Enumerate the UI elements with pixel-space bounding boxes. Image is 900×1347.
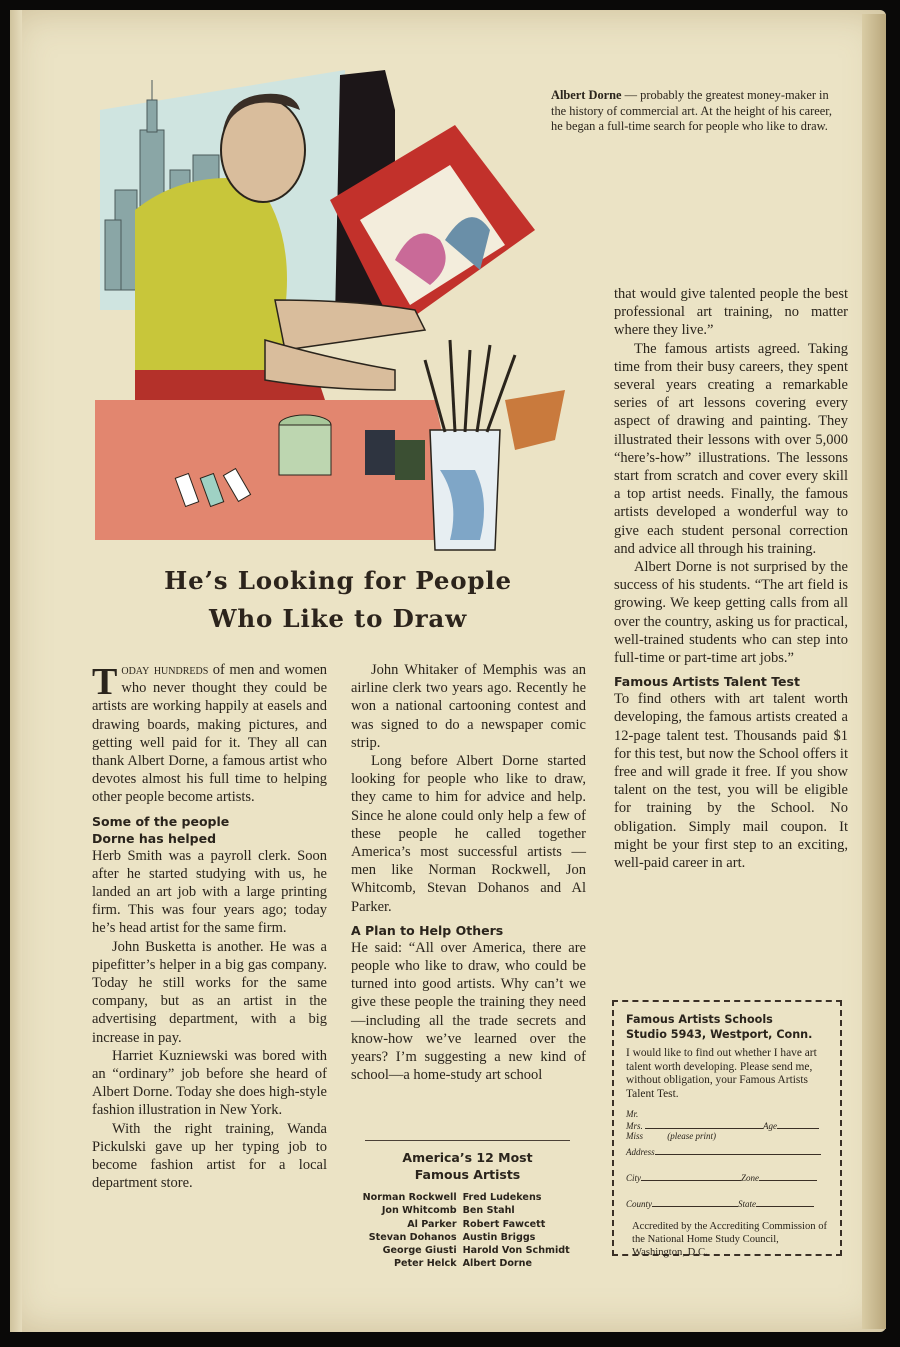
headline-line2: Who Like to Draw bbox=[209, 604, 467, 633]
col3-paragraph-2: The famous artists agreed. Taking time from their busy careers, they spent several years creating a remarkable series of art lessons covering every aspect of drawing and painting. They illustrated their lessons with over 5,000 “here’s-how” illustrations. The lessons start from scratch and cover every skill a top artist needs. Finally, the famous artists developed a wonderful way to give each student personal correction and advice all through his training. bbox=[614, 340, 848, 557]
headline-line1: He’s Looking for People bbox=[164, 566, 512, 595]
col2-paragraph-3: He said: “All over America, there are people who like to draw, who could be turned into good artists. Why can’t we give these people the training they need—including all the trade secrets and know-how we’ve learned over the years? I’m suggesting a new kind of school—a home-study art school bbox=[351, 939, 586, 1084]
artist-name: Austin Briggs bbox=[462, 1231, 536, 1243]
caption-text: — probably the greatest money-maker in the history of commercial art. At the height of his career, he began a full-time search for people who like to draw. bbox=[551, 88, 832, 133]
field-label-county: County bbox=[626, 1199, 652, 1210]
col1-paragraph-1: of men and women who never thought they could be artists are working happily at easels and drawing boards, making pictures, and getting well paid for it. They all can thank Albert Dorne, a famous artist who devotes almost his full time to helping other people become artists. bbox=[92, 662, 327, 806]
famous-artists-heading bbox=[340, 1149, 595, 1183]
artist-illustration bbox=[95, 70, 565, 560]
field-label-miss: Miss bbox=[626, 1131, 644, 1142]
field-label-address: Address bbox=[626, 1147, 655, 1158]
artist-name: Harold Von Schmidt bbox=[462, 1245, 570, 1257]
coupon-field-mr[interactable] bbox=[626, 1109, 828, 1119]
coupon-field-address[interactable] bbox=[626, 1145, 828, 1157]
famous-heading-line2: Famous Artists bbox=[414, 1167, 521, 1182]
coupon-request-text: I would like to find out whether I have art talent worth developing. Please send me, without obligation, your Famous Artists Talent Test. bbox=[626, 1047, 817, 1100]
artist-name: Jon Whitcomb bbox=[381, 1205, 457, 1217]
artist-name: Fred Ludekens bbox=[462, 1192, 542, 1203]
divider bbox=[365, 1140, 570, 1141]
subheading-talent-test: Famous Artists Talent Test bbox=[614, 674, 800, 690]
col2-paragraph-2: Long before Albert Dorne started looking for people who like to draw, they came to him for advice and help. Since he alone could only help a few of these people he called together America’s most successful artists —men like Norman Rockwell, Jon Whitcomb, Stevan Dohanos and Al Parker. bbox=[351, 753, 586, 915]
field-label-city: City bbox=[626, 1173, 641, 1184]
caption-name: Albert Dorne bbox=[551, 88, 622, 102]
coupon-field-miss[interactable] bbox=[626, 1131, 828, 1141]
col1-paragraph-3: John Busketta is another. He was a pipefitter’s helper in a big gas company. Today he still works for the same company, but as an artist in the advertising department, with a big increase in pay. bbox=[92, 938, 327, 1046]
artist-name: George Giusti bbox=[382, 1245, 457, 1257]
artist-name: Ben Stahl bbox=[462, 1205, 515, 1217]
coupon-accreditation: Accredited by the Accrediting Commission of the National Home Study Council, Washington, D.C. bbox=[632, 1221, 828, 1258]
col2-paragraph-1: John Whitaker of Memphis was an airline clerk two years ago. Recently he won a national cartooning contest and was signed to do a newspaper comic strip. bbox=[351, 662, 586, 751]
column-1 bbox=[92, 661, 327, 1192]
artist-name: Stevan Dohanos bbox=[368, 1231, 457, 1243]
artist-name: Norman Rockwell bbox=[362, 1192, 457, 1203]
coupon-field-city-zone[interactable] bbox=[626, 1171, 828, 1183]
field-label-zone: Zone bbox=[741, 1173, 759, 1184]
artist-name: Albert Dorne bbox=[462, 1258, 532, 1270]
column-3 bbox=[614, 285, 848, 872]
coupon-field-mrs-age[interactable] bbox=[626, 1119, 828, 1131]
mail-coupon[interactable] bbox=[612, 1000, 842, 1256]
famous-artists-list bbox=[340, 1191, 595, 1271]
subheading-helped-line2: Dorne has helped bbox=[92, 830, 217, 846]
col1-paragraph-2: Herb Smith was a payroll clerk. Soon after he started studying with us, he landed an art job with a large printing firm. This was four years ago; today he’s head artist for the same firm. bbox=[92, 847, 327, 937]
field-label-mr: Mr. bbox=[626, 1109, 639, 1120]
artist-name: Peter Helck bbox=[394, 1258, 457, 1270]
please-print-note: (please print) bbox=[667, 1131, 717, 1142]
drop-cap: T bbox=[92, 661, 118, 703]
col3-paragraph-3: Albert Dorne is not surprised by the success of his students. “The art field is growing. We keep getting calls from all over the country, asking us for practical, well-trained students who can step into full-time or part-time art jobs.” bbox=[614, 559, 848, 667]
lead-small-caps: oday hundreds bbox=[121, 662, 209, 678]
col3-paragraph-4: To find others with art talent worth developing, the famous artists created a 12-page talent test. Thousands paid $1 for this test, but now the School offers it free and will grade it free. If you show talent on the test, you will be eligible for training by the School. No obligation. Simply mail coupon. It might be your first step to an exciting, well-paid career in art. bbox=[614, 691, 848, 872]
field-label-age: Age bbox=[763, 1121, 778, 1132]
famous-heading-line1: America’s 12 Most bbox=[402, 1150, 533, 1165]
famous-artists-box bbox=[340, 1140, 595, 1271]
field-label-mrs: Mrs. bbox=[626, 1121, 643, 1132]
coupon-studio: Studio 5943, Westport, Conn. bbox=[626, 1028, 813, 1041]
headline bbox=[108, 562, 568, 638]
subheading-helped bbox=[92, 813, 327, 847]
column-2 bbox=[351, 661, 586, 1084]
coupon-field-county-state[interactable] bbox=[626, 1197, 828, 1209]
field-label-state: State bbox=[738, 1199, 756, 1210]
subheading-plan: A Plan to Help Others bbox=[351, 922, 504, 938]
page-spine bbox=[10, 10, 22, 1332]
col1-paragraph-4: Harriet Kuzniewski was bored with an “ordinary” job before she heard of Albert Dorne. Today she does high-style fashion illustration in New York. bbox=[92, 1047, 327, 1119]
page-edge bbox=[862, 14, 886, 1329]
coupon-school: Famous Artists Schools bbox=[626, 1013, 773, 1026]
subheading-helped-line1: Some of the people bbox=[92, 813, 230, 829]
col3-paragraph-1: that would give talented people the best professional art training, no matter where they live.” bbox=[614, 286, 848, 339]
artist-name: Robert Fawcett bbox=[462, 1218, 546, 1230]
col1-paragraph-5: With the right training, Wanda Pickulski gave up her typing job to become fashion artist for a local department store. bbox=[92, 1120, 327, 1192]
artist-name: Al Parker bbox=[407, 1218, 457, 1230]
illustration-caption bbox=[551, 88, 841, 135]
